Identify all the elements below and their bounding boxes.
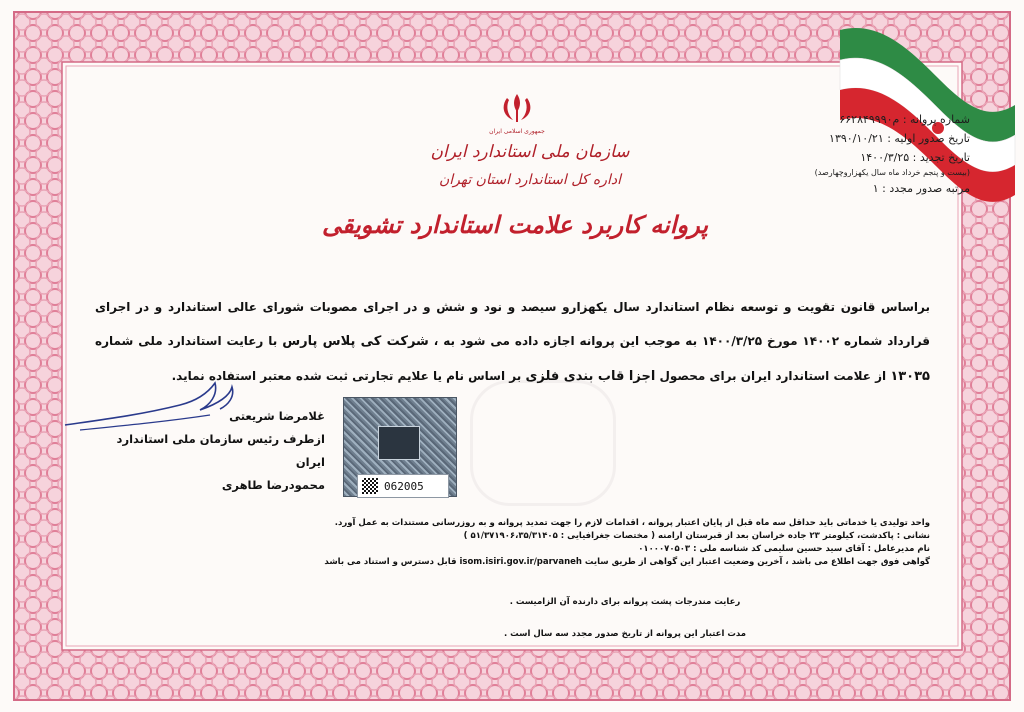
org-name: سازمان ملی استاندارد ایران	[430, 142, 630, 162]
qr-code-icon	[362, 478, 378, 494]
serial-number: 062005	[384, 479, 424, 493]
certificate-title: پروانه کاربرد علامت استاندارد تشویقی	[321, 210, 708, 239]
license-meta	[720, 110, 970, 198]
product-name: اجزا قاب بندی فلزی	[525, 369, 656, 384]
watermark	[470, 380, 616, 506]
footnotes	[320, 517, 930, 569]
iran-emblem-icon	[497, 92, 537, 126]
validity-note: مدت اعتبار این پروانه از تاریخ صدور مجدد سه سال است .	[503, 629, 747, 639]
body-part-3: از علامت استاندارد ایران برای محصول	[659, 369, 887, 383]
renewal-date-words: (بیست و پنجم خرداد ماه سال یکهزاروچهارصد)	[814, 168, 970, 177]
reissue-count: مرتبه صدور مجدد : ۱	[872, 182, 970, 195]
head-name: محمودرضا طاهری	[221, 478, 325, 492]
renewal-date: تاریخ تجدید : ۱۴۰۰/۳/۲۵	[860, 151, 970, 164]
standard-number: ۱۳۰۳۵	[890, 369, 930, 384]
body-part-4: بر اساس نام یا علایم تجارتی ثبت شده معتبر استفاده نماید.	[171, 369, 522, 383]
first-issue-date: تاریخ صدور اولیه : ۱۳۹۰/۱۰/۲۱	[829, 132, 970, 145]
signatory-on-behalf: ازطرف رئیس سازمان ملی استاندارد ایران	[116, 432, 325, 469]
hologram-logo-icon	[378, 426, 420, 460]
footnote-line: نشانی : پاکدشت، کیلومتر ۲۳ جاده خراسان بعد از قبرستان ارامنه ( مختصات جغرافیایی : ۵۱/۳۷۱۹۰۶،۳۵/۳۱۴۰۵ )	[463, 531, 930, 541]
footnote-line: نام مدیرعامل : آقای سید حسین سلیمی کد شناسه ملی : ۰۱۰۰۰۷۰۵۰۳	[638, 544, 930, 554]
footnote-line: واحد تولیدی یا خدماتی باید حداقل سه ماه قبل از پایان اعتبار پروانه ، اقدامات لازم را جهت تمدید پروانه و به روزرسانی مستندات به عمل آورد.	[334, 518, 930, 528]
signatory-block	[95, 405, 325, 497]
license-number: شماره پروانه : م۶۶۲۸۴۹۹۹۰	[839, 113, 970, 126]
hologram-serial	[357, 474, 449, 498]
terms-note: رعایت مندرجات پشت پروانه برای دارنده آن الزامیست .	[509, 597, 741, 607]
company-name: شرکت کی پلاس پارس	[282, 334, 429, 349]
footnote-line: گواهی فوق جهت اطلاع می باشد ، آخرین وضعیت اعتبار این گواهی از طریق سایت isom.isiri.gov.ir/parvaneh قابل دسترس و استناد می باشد	[324, 557, 930, 567]
signatory-name: غلامرضا شریعتی	[229, 409, 325, 423]
body-part-2: با رعایت استاندارد ملی شماره	[95, 334, 278, 348]
body-part-1: براساس قانون تقویت و توسعه نظام استاندارد سال یکهزارو سیصد و نود و شش و در اجرای مصوبات شورای عالی استاندارد و در اجرای قرارداد شماره ۱۴۰۰۲ مورخ ۱۴۰۰/۳/۲۵ به موجب این پروانه اجازه داده می شود به ،	[95, 300, 931, 348]
org-department: اداره کل استاندارد استان تهران	[438, 172, 622, 188]
iran-emblem	[472, 92, 562, 135]
emblem-caption: جمهوری اسلامی ایران	[489, 128, 545, 135]
